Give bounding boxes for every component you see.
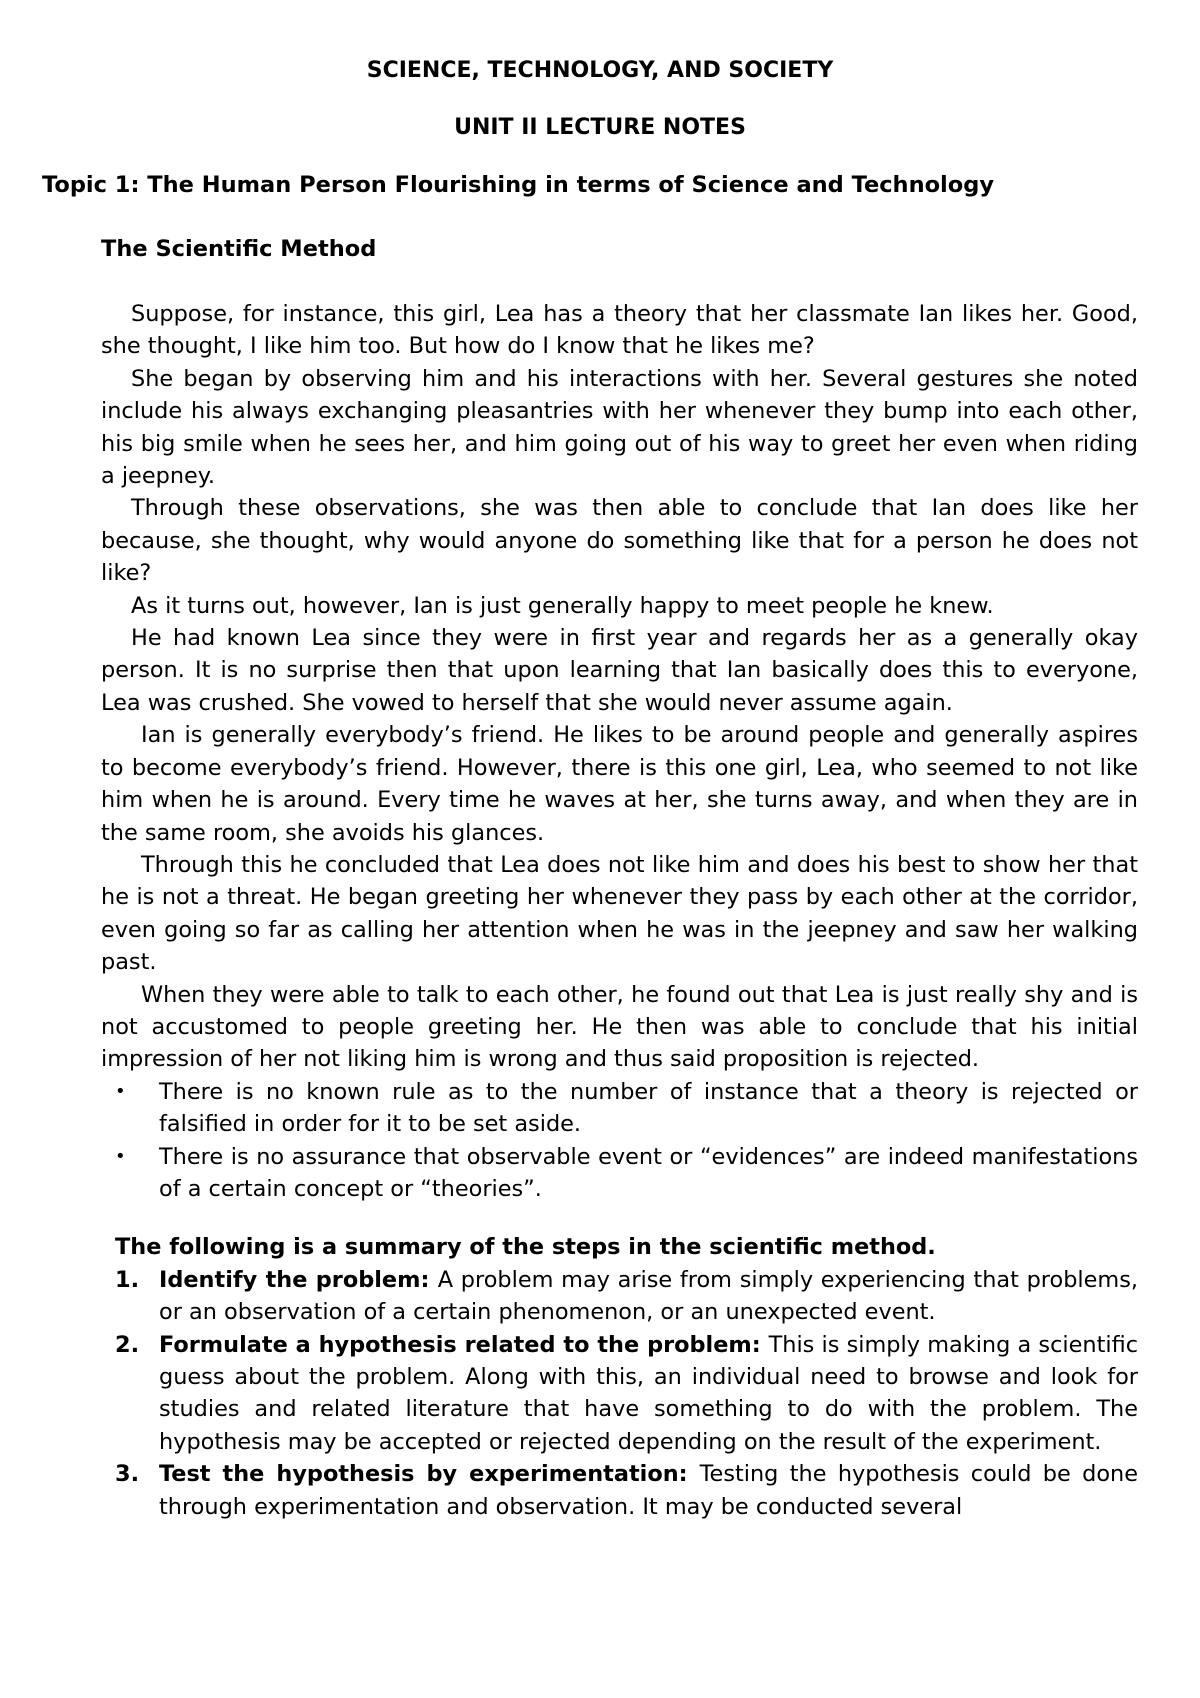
unit-title: UNIT II LECTURE NOTES bbox=[454, 115, 746, 140]
steps-list bbox=[101, 1264, 1138, 1523]
step-item bbox=[115, 1264, 1139, 1329]
step-number: 1. bbox=[115, 1266, 140, 1293]
step-item bbox=[115, 1458, 1138, 1523]
bullet-text: There is no assurance that observable event or “evidences” are indeed manifestations of a certain concept or “theories”. bbox=[159, 1143, 1138, 1202]
paragraph: When they were able to talk to each other, he found out that Lea is just really shy and is not accustomed to people greeting her. He then was able to conclude that his initial impression of her not liking him is wrong and thus said proposition is rejected. bbox=[101, 981, 1138, 1073]
paragraph: Ian is generally everybody’s friend. He likes to be around people and generally aspires to become everybody’s friend. However, there is this one girl, Lea, who seemed to not like him when he is around. Every time he waves at her, she turns away, and when they are in the same room, she avoids his glances. bbox=[101, 722, 1138, 846]
step-title: Test the hypothesis by experimentation: bbox=[159, 1461, 700, 1488]
step-number: 2. bbox=[115, 1331, 140, 1358]
topic-heading: Topic 1: The Human Person Flourishing in terms of Science and Technology bbox=[42, 172, 994, 198]
step-item bbox=[115, 1329, 1139, 1459]
paragraph: Through these observations, she was then able to conclude that Ian does like her because, she thought, why would anyone do something like that for a person he does not like? bbox=[101, 495, 1138, 587]
paragraph: He had known Lea since they were in first year and regards her as a generally okay person. It is no surprise then that upon learning that Ian basically does this to everyone, Lea was crushed. She vowed to herself that she would never assume again. bbox=[101, 625, 1138, 716]
bullet-item bbox=[115, 1141, 1138, 1206]
paragraph: She began by observing him and his interactions with her. Several gestures she noted include his always exchanging pleasantries with her whenever they bump into each other, his big smile when he sees her, and him going out of his way to greet her even when riding a jeepney. bbox=[101, 365, 1138, 490]
step-text: Testing the hypothesis could be done through experimentation and observation. It may be conducted several bbox=[159, 1461, 1138, 1520]
bullet-text: There is no known rule as to the number of instance that a theory is rejected or falsified in order for it to be set aside. bbox=[159, 1078, 1138, 1138]
step-text: This is simply making a scientific guess about the problem. Along with this, an individual need to browse and look for studies and related literature that have something to do with the problem. The hypothesis may be accepted or rejected depending on the result of the experiment. bbox=[159, 1331, 1139, 1455]
paragraph: Through this he concluded that Lea does not like him and does his best to show her that he is not a threat. He began greeting her whenever they pass by each other at the corridor, even going so far as calling her attention when he was in the jeepney and saw her walking past. bbox=[101, 851, 1138, 976]
paragraph: As it turns out, however, Ian is just generally happy to meet people he knew. bbox=[131, 592, 994, 619]
summary-heading: The following is a summary of the steps in the scientific method. bbox=[115, 1234, 936, 1261]
step-title: Identify the problem: bbox=[159, 1266, 438, 1293]
bullet-marker: • bbox=[115, 1145, 126, 1167]
bullet-item bbox=[115, 1076, 1138, 1141]
bullet-list bbox=[101, 1076, 1138, 1206]
step-number: 3. bbox=[115, 1461, 140, 1488]
bullet-marker: • bbox=[115, 1080, 126, 1102]
body-text bbox=[101, 298, 1138, 1523]
paragraph: Suppose, for instance, this girl, Lea has a theory that her classmate Ian likes her. Good, she thought, I like him too. But how do I know that he likes me? bbox=[101, 301, 1138, 360]
course-title: SCIENCE, TECHNOLOGY, AND SOCIETY bbox=[366, 58, 834, 83]
step-text: A problem may arise from simply experiencing that problems, or an observation of a certain phenomenon, or an unexpected event. bbox=[159, 1266, 1139, 1326]
step-title: Formulate a hypothesis related to the problem: bbox=[159, 1331, 769, 1358]
section-heading: The Scientific Method bbox=[101, 236, 377, 262]
